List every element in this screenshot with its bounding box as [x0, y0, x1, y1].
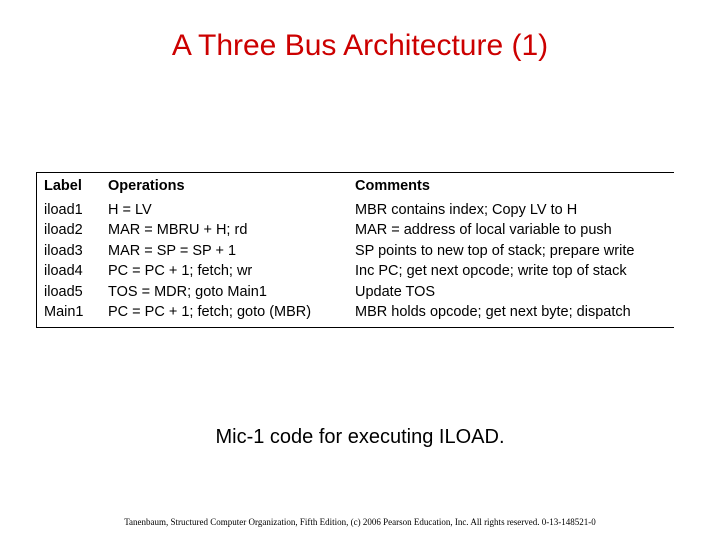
row-label: iload3 — [44, 242, 83, 259]
table-row — [44, 284, 673, 304]
row-operations: PC = PC + 1; fetch; wr — [108, 263, 253, 280]
row-label: iload1 — [44, 202, 83, 218]
row-operations: MAR = MBRU + H; rd — [108, 222, 248, 239]
row-comment: Update TOS — [355, 283, 436, 300]
table-row — [44, 304, 673, 324]
row-label: iload5 — [44, 283, 83, 300]
table-top-rule — [36, 172, 674, 173]
row-operations: PC = PC + 1; fetch; goto (MBR) — [108, 303, 312, 320]
row-operations: H = LV — [108, 202, 152, 218]
row-comment: SP points to new top of stack; prepare write — [355, 242, 635, 259]
code-table-figure — [36, 172, 674, 328]
row-label: iload2 — [44, 222, 83, 239]
row-comment: Inc PC; get next opcode; write top of stack — [355, 263, 627, 280]
table-header-row — [44, 178, 673, 202]
copyright-footer: Tanenbaum, Structured Computer Organization, Fifth Edition, (c) 2006 Pearson Education, Inc. All rights reserved. 0-13-148521-0 — [124, 517, 596, 527]
row-label: Main1 — [44, 303, 84, 320]
row-operations: TOS = MDR; goto Main1 — [108, 283, 267, 300]
mic1-code-table — [44, 178, 673, 324]
row-label: iload4 — [44, 263, 83, 280]
row-comment: MBR holds opcode; get next byte; dispatch — [355, 303, 631, 320]
table-row — [44, 243, 673, 263]
row-comment: MAR = address of local variable to push — [355, 222, 612, 239]
table-row — [44, 202, 673, 222]
figure-caption: Mic-1 code for executing ILOAD. — [215, 426, 505, 448]
header-operations: Operations — [108, 178, 185, 194]
table-left-rule — [36, 172, 37, 328]
table-row — [44, 263, 673, 283]
slide-title: A Three Bus Architecture (1) — [171, 29, 549, 62]
row-comment: MBR contains index; Copy LV to H — [355, 202, 578, 218]
header-comments: Comments — [355, 178, 430, 194]
table-row — [44, 222, 673, 242]
row-operations: MAR = SP = SP + 1 — [108, 242, 237, 259]
header-label: Label — [44, 178, 82, 194]
table-bottom-rule — [36, 327, 674, 328]
